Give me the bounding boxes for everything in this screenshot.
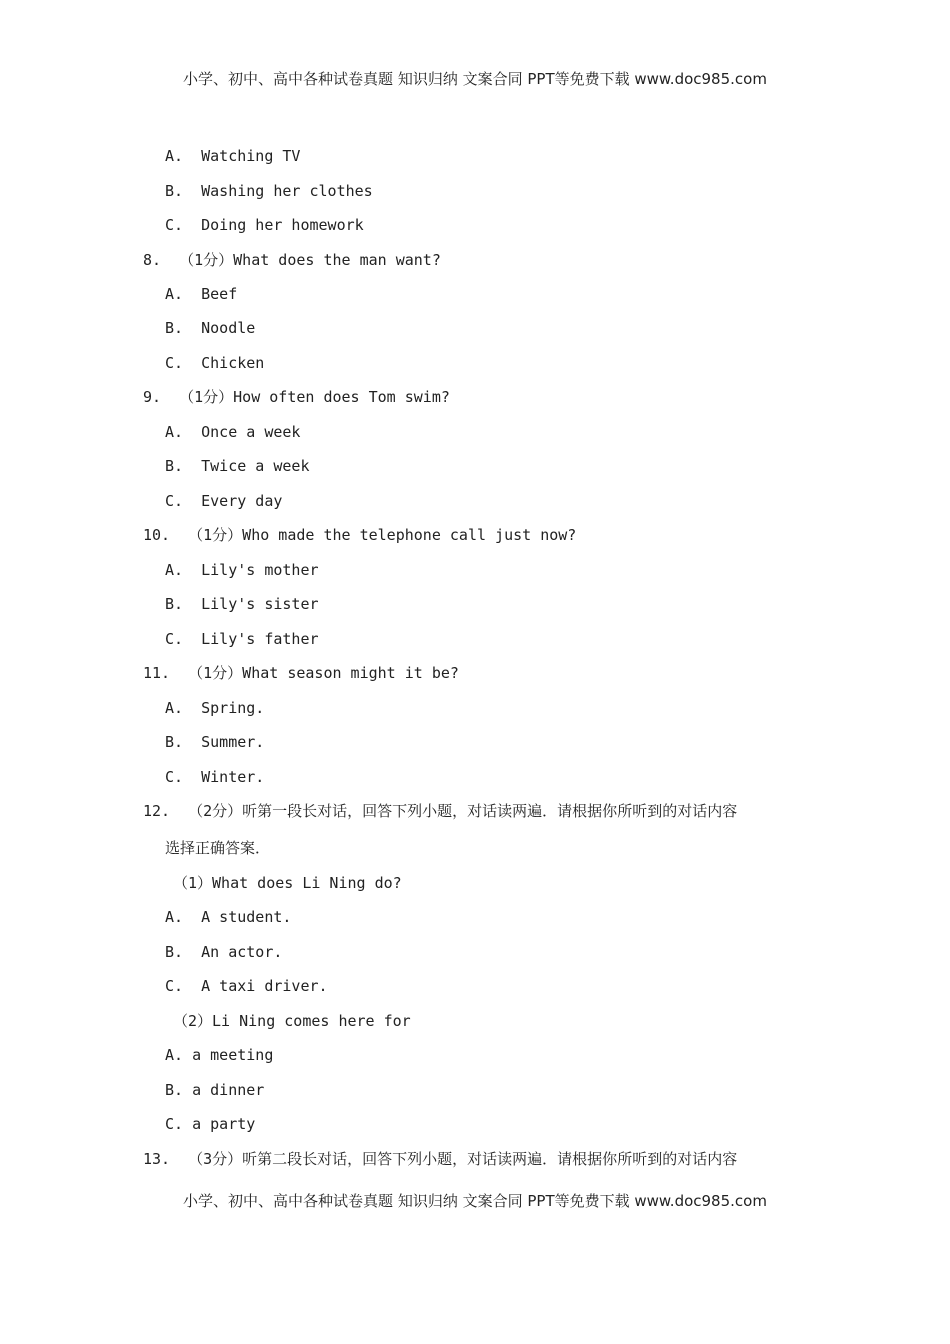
option-9c: C. Every day	[165, 492, 283, 510]
option-9a: A. Once a week	[165, 423, 301, 441]
option-11c: C. Winter.	[165, 768, 265, 786]
option-12-1a: A. A student.	[165, 908, 292, 926]
question-11: 11. （1分）What season might it be?	[143, 664, 459, 682]
question-13: 13. （3分）听第二段长对话，回答下列小题，对话读两遍．请根据你所听到的对话内容	[143, 1150, 738, 1168]
option-11a: A. Spring.	[165, 699, 265, 717]
option-11b: B. Summer.	[165, 733, 265, 751]
option-10a: A. Lily's mother	[165, 561, 319, 579]
option-12-1c: C. A taxi driver.	[165, 977, 328, 995]
option-12-2c: C. a party	[165, 1115, 256, 1133]
page-footer: 小学、初中、高中各种试卷真题 知识归纳 文案合同 PPT等免费下载 www.doc985.com	[183, 1192, 767, 1210]
option-8b: B. Noodle	[165, 319, 256, 337]
option-10b: B. Lily's sister	[165, 595, 319, 613]
option-12-2a: A. a meeting	[165, 1046, 274, 1064]
option-7a: A. Watching TV	[165, 147, 301, 165]
option-12-2b: B. a dinner	[165, 1081, 265, 1099]
page-header: 小学、初中、高中各种试卷真题 知识归纳 文案合同 PPT等免费下载 www.doc985.com	[183, 70, 767, 88]
question-9: 9. （1分）How often does Tom swim?	[143, 388, 450, 406]
sub-question-12-1: （1）What does Li Ning do?	[173, 874, 402, 892]
option-10c: C. Lily's father	[165, 630, 319, 648]
option-7b: B. Washing her clothes	[165, 182, 373, 200]
option-8c: C. Chicken	[165, 354, 265, 372]
question-10: 10. （1分）Who made the telephone call just now?	[143, 526, 577, 544]
question-8: 8. （1分）What does the man want?	[143, 251, 441, 269]
option-12-1b: B. An actor.	[165, 943, 283, 961]
option-8a: A. Beef	[165, 285, 238, 303]
sub-question-12-2: （2）Li Ning comes here for	[173, 1012, 411, 1030]
question-12: 12. （2分）听第一段长对话，回答下列小题，对话读两遍．请根据你所听到的对话内容	[143, 802, 738, 820]
option-7c: C. Doing her homework	[165, 216, 364, 234]
option-9b: B. Twice a week	[165, 457, 310, 475]
question-12-continued: 选择正确答案．	[165, 839, 271, 857]
